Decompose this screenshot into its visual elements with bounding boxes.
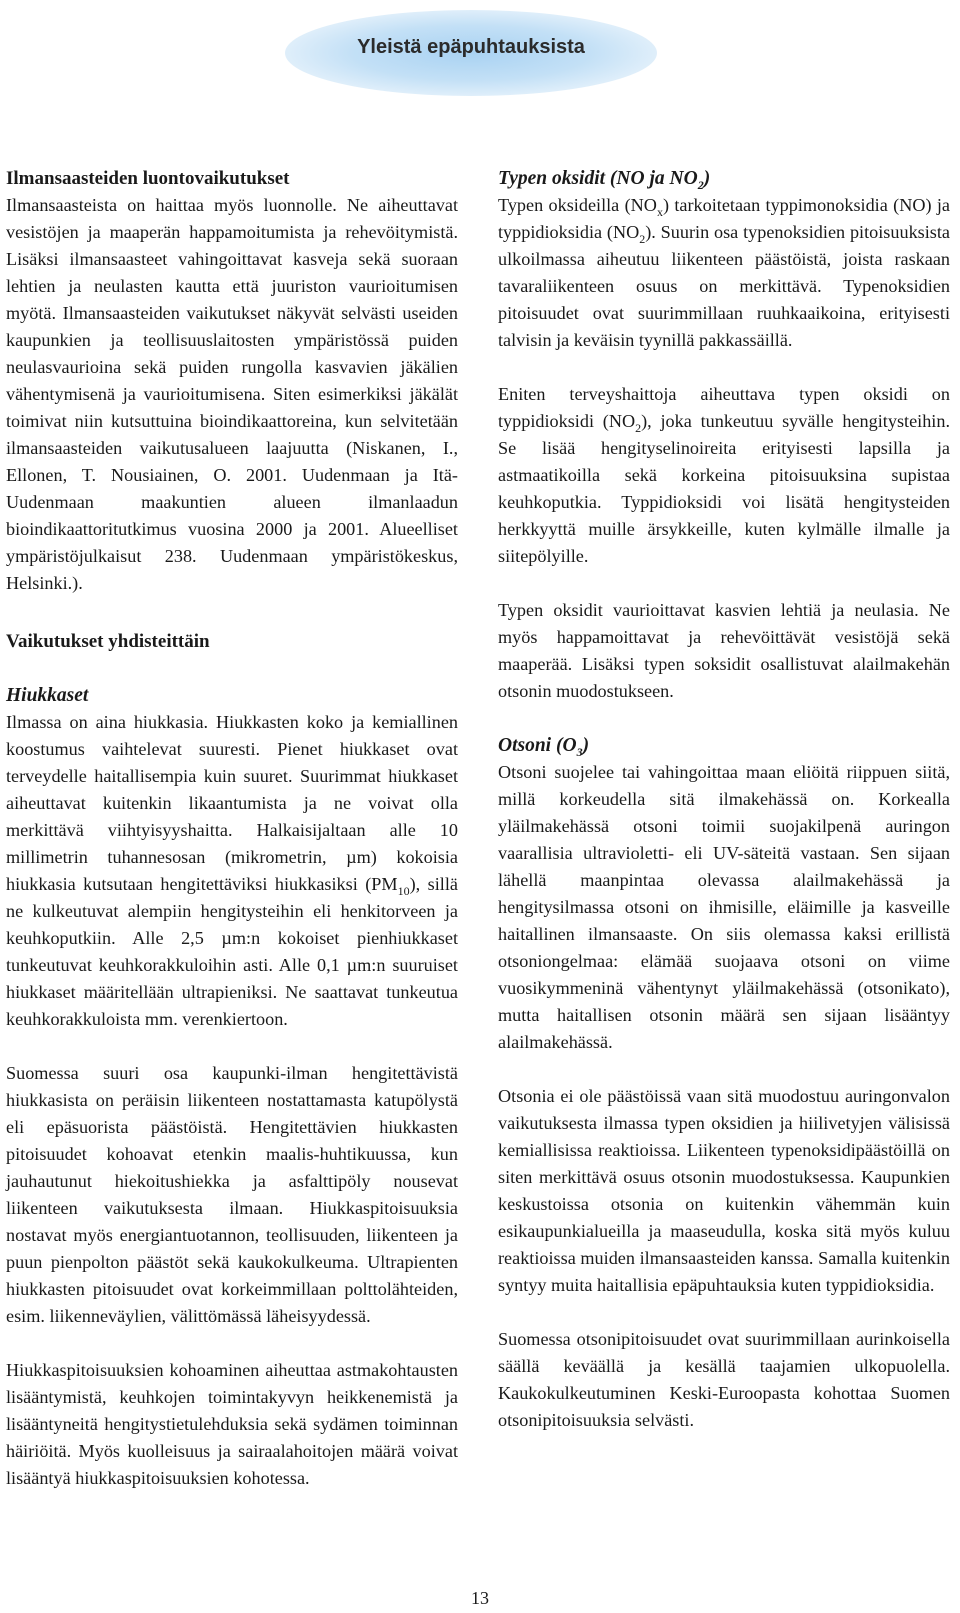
paragraph-street-dust: Suomessa suuri osa kaupunki-ilman hengitettävistä hiukkasista on peräisin liikenteen nostattamasta katupölystä eli epäsuorista päästöistä. Hengitettävien hiukkasten pitoisuudet kohoavat etenkin maalis-huhtikuussa, kun jauhautunut hiekoitushiekka ja asfalttipöly nousevat liikenteen vaikutuksesta ilmaan. Hiukkaspitoisuuksia nostavat myös energiantuotannon, teollisuuden, liikenteen ja puun pienpolton päästöt sekä kaukokulkeuma. Ultrapienten hiukkasten pitoisuudet ovat korkeimmillaan polttolähteiden, esim. liikenneväylien, välittömässä läheisyydessä. [6, 1063, 458, 1326]
paragraph-particles: Ilmassa on aina hiukkasia. Hiukkasten koko ja kemiallinen koostumus vaihtelevat suuresti. Pienet hiukkaset ovat terveydelle haitallisempia kuin suuret. Suurimmat hiukkaset aiheuttavat kuitenkin likaantumista ja ne voivat olla merkittävä viihtyisyyshaitta. Halkaisijaltaan alle 10 millimetrin tuhannesosan (mikrometrin, µm) kokoisia hiukkasia kutsutaan hengitettäviksi hiukkasiksi $(PM_{10})$, sillä ne kulkeutuvat alempiin hengitysteihin eli henkitorveen ja keuhkoputkiin. Alle 2,5 µm:n kokoiset pienhiukkaset tunkeutuvat keuhkorakkuloihin asti. Alle 0,1 µm:n suuruiset hiukkaset määritellään ultrapieniksi. Ne saattavat tunkeutua keuhkorakkuloista mm. verenkiertoon. [6, 712, 458, 1029]
paragraph-ozone: Otsoni suojelee tai vahingoittaa maan eliöitä riippuen siitä, millä korkeudella sitä ilmakehässä on. Korkealla yläilmakehässä otsoni toimii suojakilpenä auringon vaarallisia ultravioletti- eli UV-säteitä vastaan. Sen sijaan lähellä maanpintaa olevassa alailmakehässä ja hengitysilmassa otsoni on ihmisille, eläimille ja kasveille haitallinen ilmansaaste. On siis olemassa kaksi erillistä otsoniongelmaa: elämää suojaava otsoni on viime vuosikymmeninä vähentynyt yläilmakehässä (otsonikato), mutta haitallisen otsonin määrä sen sijaan lisääntyy alailmakehässä. [498, 762, 950, 1052]
paragraph-health-effects: Hiukkaspitoisuuksien kohoaminen aiheuttaa astmakohtausten lisääntymistä, keuhkojen toimintakyvyn heikkenemistä ja lisääntyneitä hengitystietulehduksia sekä sydämen toiminnan häiriöitä. Myös kuolleisuus ja sairaalahoitojen määrä voivat lisääntyä hiukkaspitoisuuksien kohotessa. [6, 1360, 458, 1488]
paragraph-nature-effects: Ilmansaasteista on haittaa myös luonnolle. Ne aiheuttavat vesistöjen ja maaperän happamoitumista ja rehevöitymistä. Lisäksi ilmansaasteet vahingoittavat kasveja sekä suoraan lehtien ja neulasten kautta että juuriston vaurioitumisen myötä. Ilmansaasteiden vaikutukset näkyvät selvästi useiden kaupunkien ja teollisuuslaitosten ympäristössä puiden neulasvaurioina sekä puiden rungolla kasvavien jäkälien vähentymisenä ja vaurioitumisena. Siten esimerkiksi jäkälät toimivat niin kutsuttuina bioindikaattoreina, kun selvitetään ilmansaasteiden vaikutusalueen laajuutta (Niskanen, I., Ellonen, T. Nousiainen, O. 2001. Uudenmaan ja Itä-Uudenmaan maakuntien alueen ilmanlaadun bioindikaattoritutkimus vuosina 2000 ja 2001. Alueelliset ympäristöjulkaisut 238. Uudenmaan ympäristökeskus, Helsinki.). [6, 195, 458, 593]
page-number: 13 [471, 1588, 489, 1608]
page-header-title: Yleistä epäpuhtauksista [357, 36, 585, 58]
paragraph-ozone-formation: Otsonia ei ole päästöissä vaan sitä muodostuu auringonvalon vaikutuksesta ilmassa typen oksidien ja hiilivetyjen välisissä kemiallisissa reaktioissa. Liikenteen typenoksidipäästöillä on siten merkittävä osuus otsonin muodostuksessa. Kaupunkien keskustoissa otsonia on kuitenkin vähemmän kuin esikaupunkialueilla ja maaseudulla, koska sitä myös kuluu reaktioissa muiden ilmansaasteiden kanssa. Samalla kuitenkin syntyy muita haitallisia epäpuhtauksia kuten typpidioksidia. [498, 1086, 950, 1295]
subheading-ozone: Otsoni $(O_3)$ [498, 735, 590, 759]
paragraph-nitrogen-oxides: Typen oksideilla $(NO_x)$ tarkoitetaan typpimonoksidia (NO) ja typpidioksidia $(NO_2)$. Suurin osa typenoksidien pitoisuuksista ulkoilmassa aiheutuu liikenteen päästöistä, joista raskaan tavaraliikenteen osuus on merkittävä. Typenoksidien pitoisuudet ovat suurimmillaan ruuhkaaikoina, erityisesti talvisin ja keväisin tyynillä pakkassäillä. [498, 195, 950, 350]
left-column [6, 165, 458, 1492]
heading-effects-by-compound: Vaikutukset yhdisteittäin [6, 631, 210, 652]
paragraph-nitrogen-plants: Typen oksidit vaurioittavat kasvien lehtiä ja neulasia. Ne myös happamoittavat ja rehevöittävät vesistöjä sekä maaperää. Lisäksi typen soksidit osallistuvat alailmakehän otsonin muodostukseen. [498, 600, 950, 701]
heading-nature-effects: Ilmansaasteiden luontovaikutukset [6, 168, 290, 189]
subheading-particles: Hiukkaset [6, 685, 89, 706]
paragraph-nitrogen-dioxide: Eniten terveyshaittoja aiheuttava typen oksidi on typpidioksidi $(NO_2)$, joka tunkeutuu syvälle hengitysteihin. Se lisää hengityselinoireita erityisesti lapsilla ja astmaatikoilla sekä korkeina pitoisuuksina supistaa keuhkoputkia. Typpidioksidi voi lisätä hengitysteiden herkkyyttä muille ärsykkeille, kuten kylmälle ilmalle ja siitepölyille. [498, 384, 950, 566]
right-column [498, 165, 950, 1434]
subheading-nitrogen-oxides: Typen oksidit (NO ja $NO_2$) [498, 168, 711, 192]
paragraph-ozone-finland: Suomessa otsonipitoisuudet ovat suurimmillaan aurinkoisella säällä keväällä ja kesällä taajamien ulkopuolella. Kaukokulkeutuminen Keski-Euroopasta kohottaa Suomen otsonipitoisuuksia selvästi. [498, 1329, 950, 1430]
